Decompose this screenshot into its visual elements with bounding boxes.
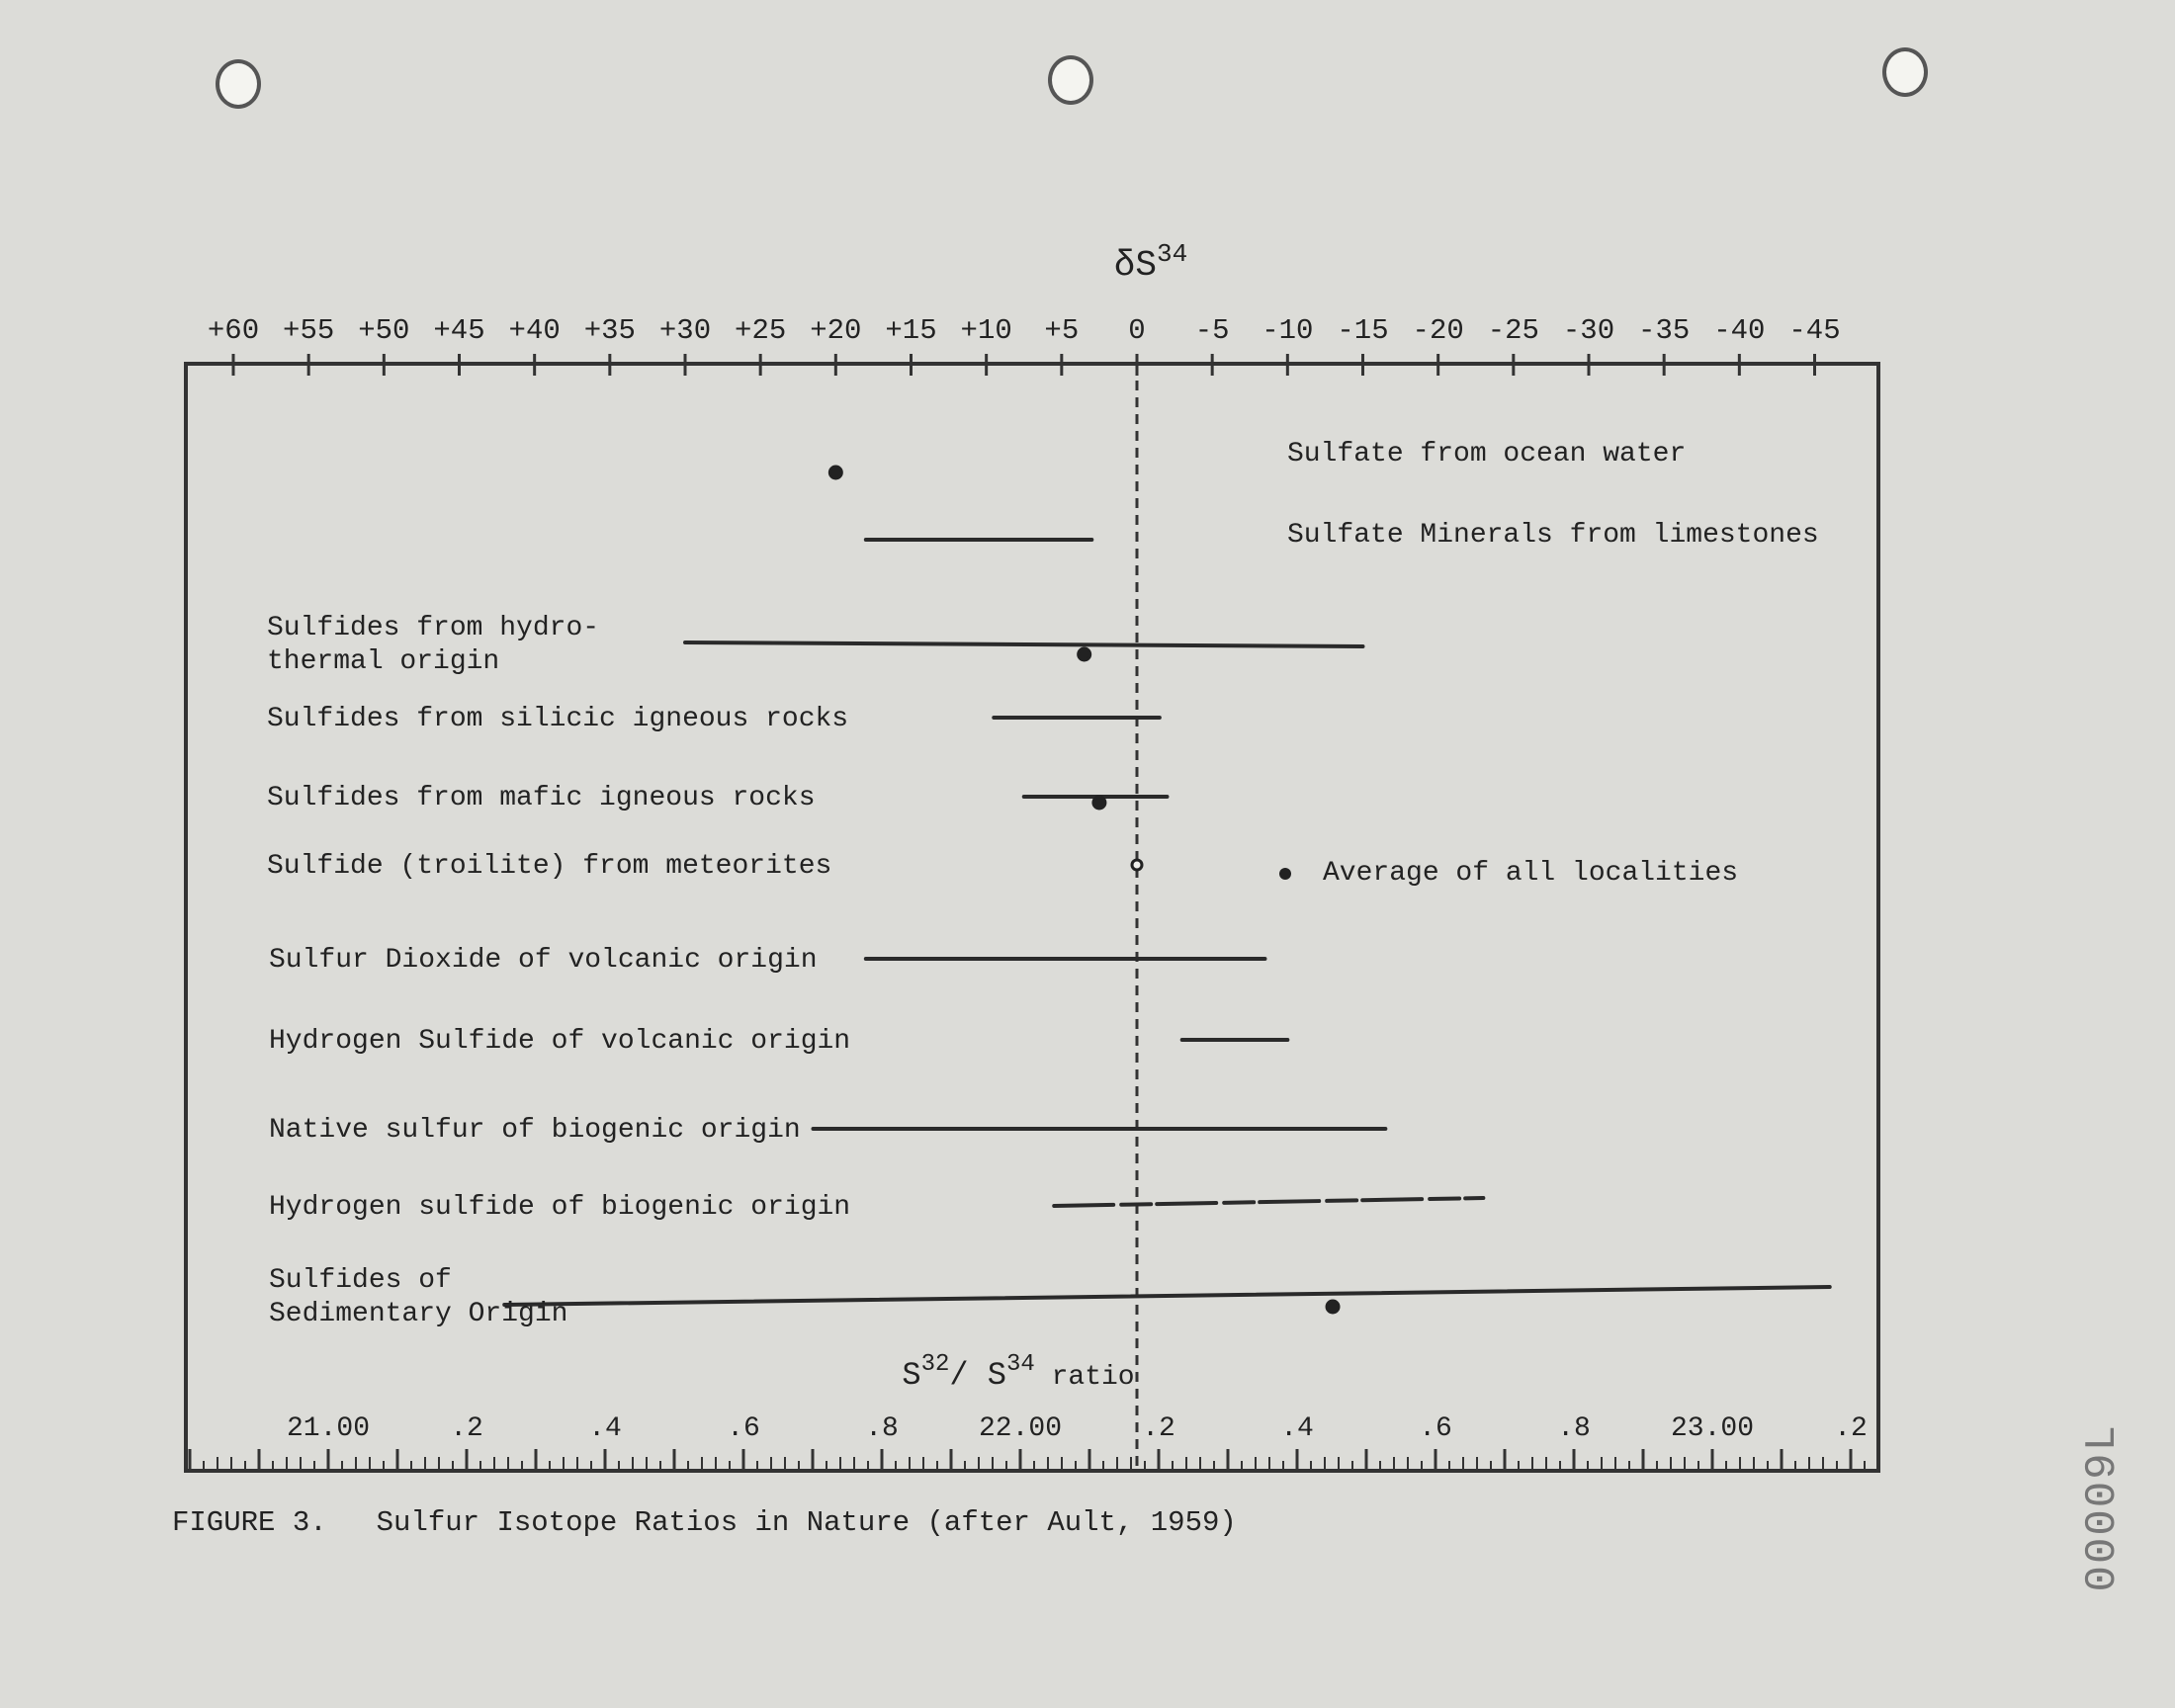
series-label: Hydrogen Sulfide of volcanic origin xyxy=(269,1026,851,1057)
range-bar xyxy=(504,1287,1830,1305)
caption-label: FIGURE 3. xyxy=(172,1506,327,1539)
top-tick-label: -40 xyxy=(1713,314,1766,347)
ratio-tick-label: 21.00 xyxy=(286,1413,371,1444)
ratio-tick-label: .4 xyxy=(588,1413,622,1444)
series-label: Sulfur Dioxide of volcanic origin xyxy=(269,945,818,976)
top-axis xyxy=(208,239,1841,376)
top-tick-label: +10 xyxy=(960,314,1012,347)
series-label: Native sulfur of biogenic origin xyxy=(269,1115,801,1146)
top-tick-label: +30 xyxy=(658,314,712,347)
top-tick-label: -20 xyxy=(1412,314,1464,347)
series-label: Sulfides from silicic igneous rocks xyxy=(267,704,849,734)
average-point xyxy=(1079,648,1090,660)
legend xyxy=(1279,858,1738,889)
bottom-axis-label: $S^{32}/$ $S^{34}$ ratio xyxy=(902,1351,1135,1394)
top-tick-label: -10 xyxy=(1262,314,1314,347)
series-label: Hydrogen sulfide of biogenic origin xyxy=(269,1192,851,1223)
legend-label: Average of all localities xyxy=(1323,858,1739,889)
top-tick-label: -30 xyxy=(1562,314,1615,347)
top-tick-label: -5 xyxy=(1194,314,1230,347)
top-axis-label: $\delta S^{34}$ xyxy=(1113,239,1188,286)
average-point xyxy=(829,467,841,478)
top-tick-label: -15 xyxy=(1337,314,1389,347)
top-tick-label: -35 xyxy=(1638,314,1691,347)
series-ranges xyxy=(504,467,1830,1313)
average-point xyxy=(1093,797,1105,809)
figure-caption xyxy=(172,1506,1237,1539)
series-label: Sulfides of Sedimentary Origin xyxy=(269,1265,568,1329)
ratio-tick-label: .8 xyxy=(1557,1413,1591,1444)
ratio-tick-label: .6 xyxy=(1419,1413,1452,1444)
legend-marker xyxy=(1279,868,1291,880)
ratio-tick-label: .8 xyxy=(865,1413,899,1444)
top-tick-label: -45 xyxy=(1788,314,1841,347)
top-tick-label: +20 xyxy=(810,314,862,347)
series-label: Sulfides from hydro-thermal origin xyxy=(267,613,600,677)
average-point xyxy=(1327,1301,1339,1313)
caption-text: Sulfur Isotope Ratios in Nature (after Ault, 1959) xyxy=(376,1506,1237,1539)
ratio-tick-label: .6 xyxy=(727,1413,760,1444)
ratio-tick-label: 22.00 xyxy=(978,1413,1063,1444)
top-tick-label: -25 xyxy=(1487,314,1539,347)
series-label: Sulfate from ocean water xyxy=(1287,439,1687,470)
series-label: Sulfides from mafic igneous rocks xyxy=(267,783,816,813)
bottom-axis xyxy=(184,1351,1880,1471)
top-tick-label: +35 xyxy=(583,314,636,347)
ratio-tick-label: .2 xyxy=(1142,1413,1175,1444)
ratio-tick-label: 23.00 xyxy=(1670,1413,1755,1444)
top-tick-label: +25 xyxy=(735,314,787,347)
top-tick-label: 0 xyxy=(1128,314,1146,347)
range-bar xyxy=(1054,1198,1483,1206)
top-tick-label: +45 xyxy=(433,314,485,347)
top-tick-label: +50 xyxy=(358,314,410,347)
ratio-tick-label: .4 xyxy=(1280,1413,1314,1444)
top-tick-label: +60 xyxy=(207,314,260,347)
ratio-tick-label: .2 xyxy=(1834,1413,1868,1444)
top-tick-label: +55 xyxy=(283,314,335,347)
ratio-tick-label: .2 xyxy=(450,1413,483,1444)
average-point xyxy=(1132,860,1142,870)
page-stamp: 00009L xyxy=(2078,1423,2128,1592)
range-bar xyxy=(685,642,1363,646)
series-label: Sulfate Minerals from limestones xyxy=(1287,520,1819,551)
series-label: Sulfide (troilite) from meteorites xyxy=(267,851,832,882)
top-tick-label: +40 xyxy=(508,314,561,347)
top-tick-label: +5 xyxy=(1044,314,1080,347)
top-tick-label: +15 xyxy=(885,314,937,347)
